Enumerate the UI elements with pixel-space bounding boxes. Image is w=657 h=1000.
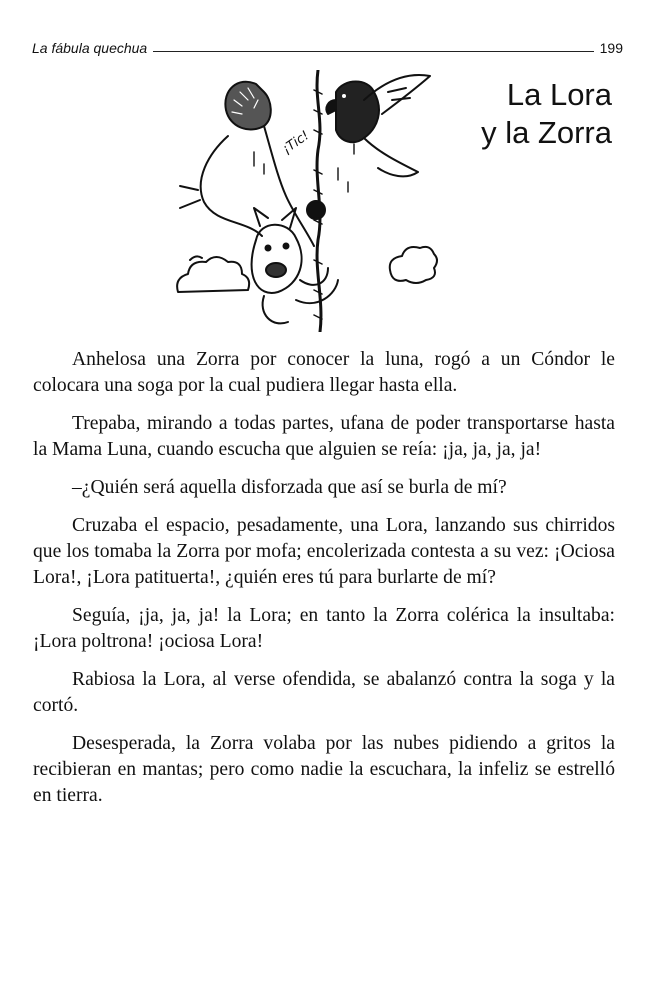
page-number: 199 xyxy=(599,40,623,56)
illustration-exclamation: ¡Tic! xyxy=(279,128,313,158)
paragraph: Cruzaba el espacio, pesadamente, una Lora, lanzando sus chirridos que los tomaba la Zorra por mofa; encolerizada contesta a su vez: ¡Ociosa Lora!, ¡Lora patituerta!, ¿quién eres tú para burlarte de mí? xyxy=(33,515,615,588)
paragraph: Seguía, ¡ja, ja, ja! la Lora; en tanto la Zorra colérica la insultaba: ¡Lora poltrona! ¡ociosa Lora! xyxy=(33,605,615,652)
left-cloud xyxy=(177,257,249,292)
paragraph: Anhelosa una Zorra por conocer la luna, rogó a un Cóndor le colocara una soga por la cual pudiera llegar hasta ella. xyxy=(33,349,615,396)
fox-head xyxy=(252,225,302,293)
paragraph: Desesperada, la Zorra volaba por las nubes pidiendo a gritos la recibieran en mantas; pero como nadie la escuchara, la infeliz se estrelló en tierra. xyxy=(33,733,615,806)
right-cloud xyxy=(390,247,437,283)
parrot xyxy=(326,75,430,176)
rope-knot xyxy=(307,201,325,219)
book-title: La fábula quechua xyxy=(32,40,148,56)
story-body xyxy=(33,347,615,821)
paragraph: Trepaba, mirando a todas partes, ufana de poder transportarse hasta la Mama Luna, cuando escucha que alguien se reía: ¡ja, ja, ja, ja! xyxy=(33,413,615,460)
header-rule xyxy=(153,51,593,52)
parrot-fox-illustration xyxy=(168,70,440,332)
paragraph: Rabiosa la Lora, al verse ofendida, se abalanzó contra la soga y la cortó. xyxy=(33,669,615,716)
paragraph: –¿Quién será aquella disforzada que así se burla de mí? xyxy=(72,477,507,498)
story-title xyxy=(481,76,612,152)
story-title-line-2: y la Zorra xyxy=(481,115,612,150)
story-title-line-1: La Lora xyxy=(506,77,612,112)
running-head xyxy=(32,36,623,56)
